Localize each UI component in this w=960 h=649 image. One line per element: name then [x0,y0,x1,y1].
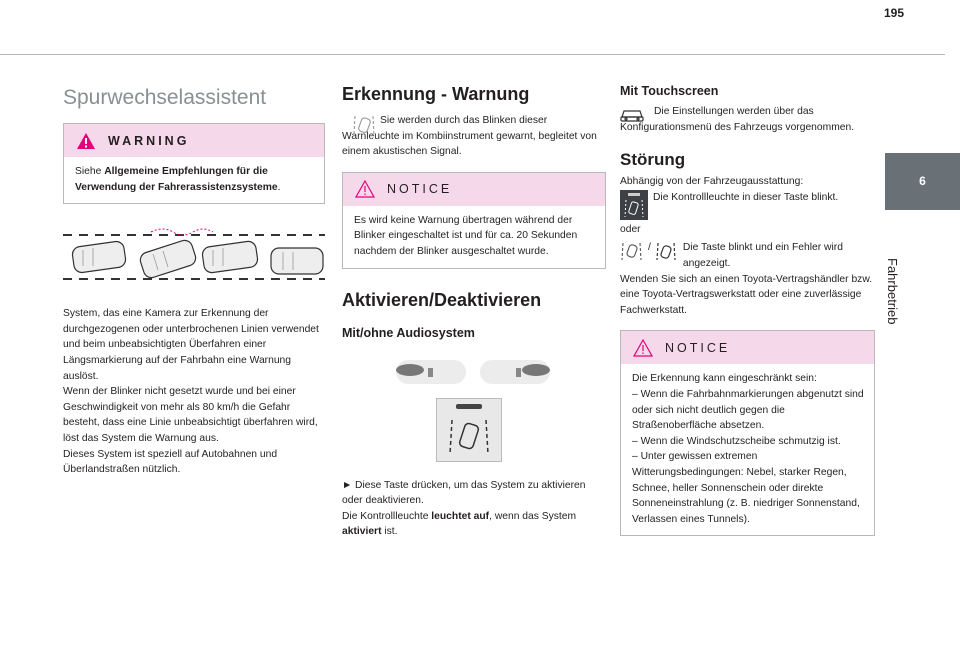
notice-text: Es wird keine Warnung übertragen während der Blinker eingeschaltet ist und für ca. 20 Sekunden nachdem der Blinker ausgeschaltet wurde. [354,214,578,257]
chapter-label: Fahrbetrieb [885,258,900,325]
warning-triangle-icon [76,132,96,150]
column-3 [620,84,875,536]
lane-warning-outline-icon [620,240,644,262]
car-settings-icon [620,107,644,123]
description-paragraph-1: System, das eine Kamera zur Erkennung der durchgezogenen oder unterbrochenen Linien verwendet und beim unbeabsichtigten Überfahren einer Längsmarkierung auf der Fahrbahn eine Warnung auslöst. [63,308,319,382]
activation-heading: Aktivieren/Deaktivieren [342,289,542,310]
section-title: Spurwechselassistent [63,86,267,109]
steering-wheel-button-illustration [396,358,606,388]
header-divider [0,54,945,55]
lane-change-illustration [63,226,325,282]
lane-warning-alert-icon [655,240,677,262]
notice-line: – Unter gewissen extremen Witterungsbedingungen: Nebel, starker Regen, Schnee, heller Sonnenschein oder direkte Sonneneinstrahlung (z. B. niedriger Sonnenstand, Verlassen eines Tunnels). [632,451,860,525]
fault-option-1: Die Kontrollleuchte in dieser Taste blinkt. [620,190,875,220]
fault-heading: Störung [620,150,686,170]
notice-label: NOTICE [665,340,731,355]
page-number: 195 [884,6,905,20]
fault-contact: Wenden Sie sich an einen Toyota-Vertragshändler bzw. eine Toyota-Vertragswerkstatt oder eine zuverlässige Fachwerkstatt. [620,273,873,316]
notice-line: – Wenn die Windschutzscheibe schmutzig ist. [632,435,841,447]
warning-text: Siehe Allgemeine Empfehlungen für die Verwendung der Fahrerassistenzsysteme. [75,166,281,193]
chapter-tab[interactable]: 6 [885,153,960,210]
notice-triangle-icon [355,180,375,198]
fault-depends: Abhängig von der Fahrzeugausstattung: [620,176,804,188]
notice-text-2 [621,364,874,535]
column-1 [63,70,325,478]
notice-label: NOTICE [387,182,453,197]
touchscreen-heading: Mit Touchscreen [620,84,719,98]
notice-triangle-icon [633,339,653,357]
notice-header [343,173,605,206]
column-2 [342,84,606,540]
fault-option-2: / Die Taste blinkt und ein Fehler wird angezeigt. [620,240,875,271]
notice-box [342,172,606,269]
touchscreen-text: Die Einstellungen werden über das Konfigurationsmenü des Fahrzeugs vorgenommen. [620,106,855,133]
activation-instruction: ► Diese Taste drücken, um das System zu aktivieren oder deaktivieren. [342,479,586,507]
warning-box [63,123,325,204]
detection-heading: Erkennung - Warnung [342,84,530,104]
warning-label: WARNING [108,133,190,148]
activation-status: Die Kontrollleuchte leuchtet auf, wenn das System aktiviert ist. [342,510,577,538]
notice-header-2 [621,331,874,364]
lane-assist-dark-button-icon [620,190,648,220]
detection-intro: Sie werden durch das Blinken dieser Warnleuchte im Kombiinstrument gewarnt, begleitet von einem akustischen Signal. [342,115,597,158]
notice-line: Die Erkennung kann eingeschränkt sein: [632,373,817,385]
icon-slash: / [648,242,651,254]
description-paragraph-2: Wenn der Blinker nicht gesetzt wurde und bei einer Geschwindigkeit von mehr als 80 km/h die Gefahr besteht, dass eine Linie unbeabsichtigt überfahren wird, löst das System die Warnung aus. [63,386,318,444]
warning-header [64,124,324,157]
lane-assist-button-icon[interactable] [436,398,606,462]
notice-box-2 [620,330,875,536]
fault-or: oder [620,223,641,235]
lane-warning-lamp-icon [352,114,376,136]
audio-subheading: Mit/ohne Audiosystem [342,325,475,340]
notice-line: – Wenn die Fahrbahnmarkierungen abgenutzt sind oder sich nicht deutlich gegen die Straßenoberfläche absetzen. [632,388,864,432]
description-paragraph-3: Dieses System ist speziell auf Autobahnen und Überlandstraßen nützlich. [63,448,278,476]
